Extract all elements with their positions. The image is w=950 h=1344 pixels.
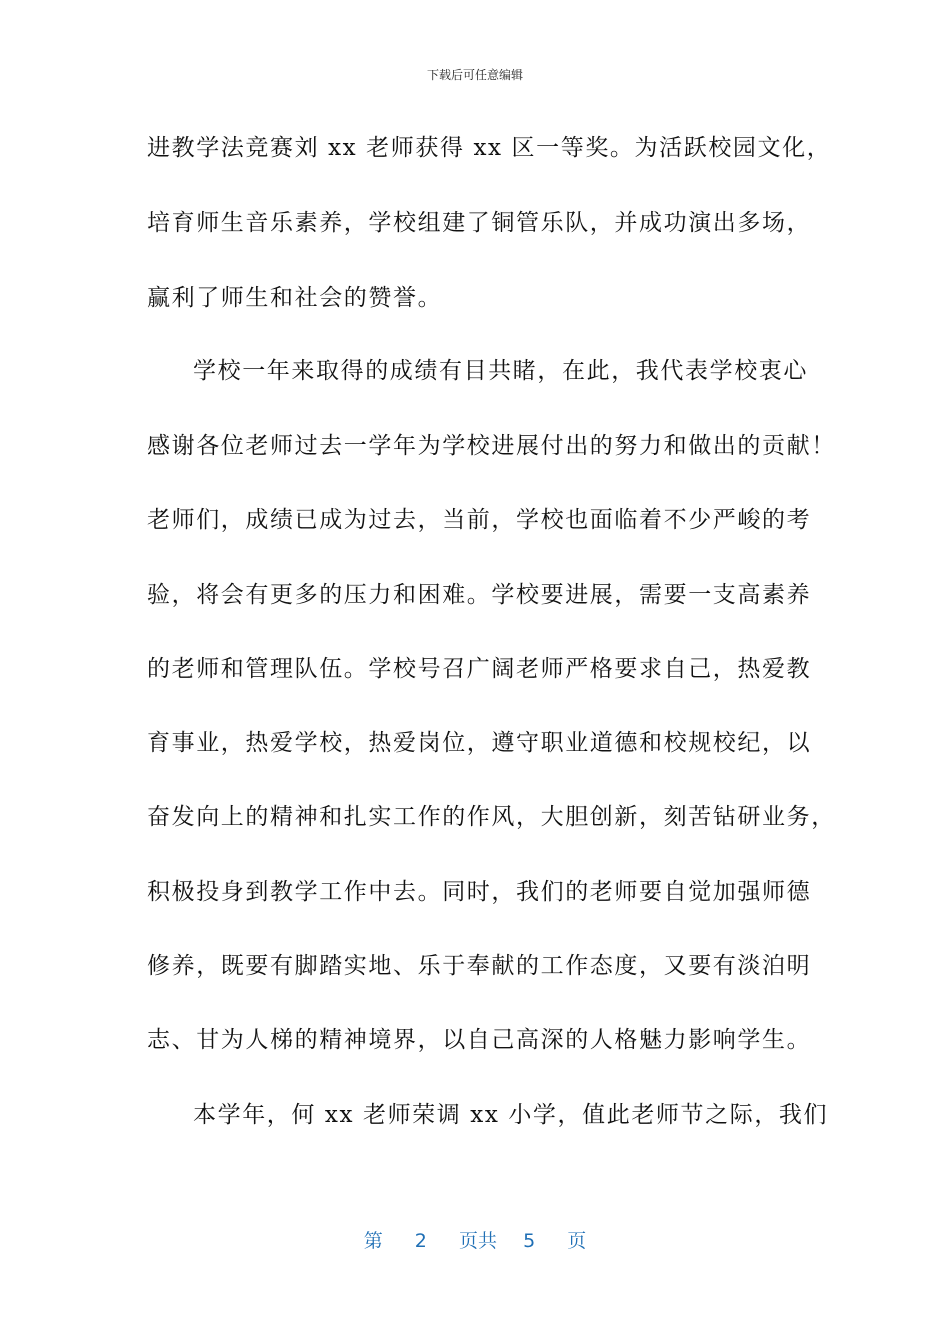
- page-suffix: 页: [567, 1230, 587, 1252]
- body-line: 积极投身到教学工作中去。同时，我们的老师要自觉加强师德: [147, 879, 812, 905]
- body-line: 育事业，热爱学校，热爱岗位，遵守职业道德和校规校纪，以: [147, 730, 812, 756]
- body-line: 奋发向上的精神和扎实工作的作风，大胆创新，刻苦钻研业务，: [147, 804, 836, 830]
- body-line: 的老师和管理队伍。学校号召广阔老师严格要求自己，热爱教: [147, 656, 812, 682]
- page-footer: [0, 1226, 950, 1253]
- body-line: 学校一年来取得的成绩有目共睹，在此，我代表学校衷心: [193, 358, 808, 384]
- body-line: 本学年，何 xx 老师荣调 xx 小学，值此老师节之际，我们: [193, 1102, 829, 1128]
- body-line: 志、甘为人梯的精神境界，以自己高深的人格魅力影响学生。: [147, 1027, 812, 1053]
- header-note: 下载后可任意编辑: [426, 68, 523, 82]
- page-number: 2: [414, 1230, 427, 1252]
- body-line: 培育师生音乐素养，学校组建了铜管乐队，并成功演出多场，: [147, 210, 812, 236]
- body-line: 老师们，成绩已成为过去，当前，学校也面临着不少严峻的考: [147, 507, 812, 533]
- page-total: 5: [523, 1230, 536, 1252]
- body-line: 进教学法竞赛刘 xx 老师获得 xx 区一等奖。为活跃校园文化，: [147, 135, 832, 161]
- body-line: 赢利了师生和社会的赞誉。: [147, 285, 443, 311]
- body-line: 验，将会有更多的压力和困难。学校要进展，需要一支高素养: [147, 582, 812, 608]
- body-line: 修养，既要有脚踏实地、乐于奉献的工作态度，又要有淡泊明: [147, 953, 812, 979]
- body-line: 感谢各位老师过去一学年为学校进展付出的努力和做出的贡献！: [147, 433, 836, 459]
- page-prefix: 第: [363, 1230, 383, 1252]
- page-middle: 页共: [458, 1230, 497, 1252]
